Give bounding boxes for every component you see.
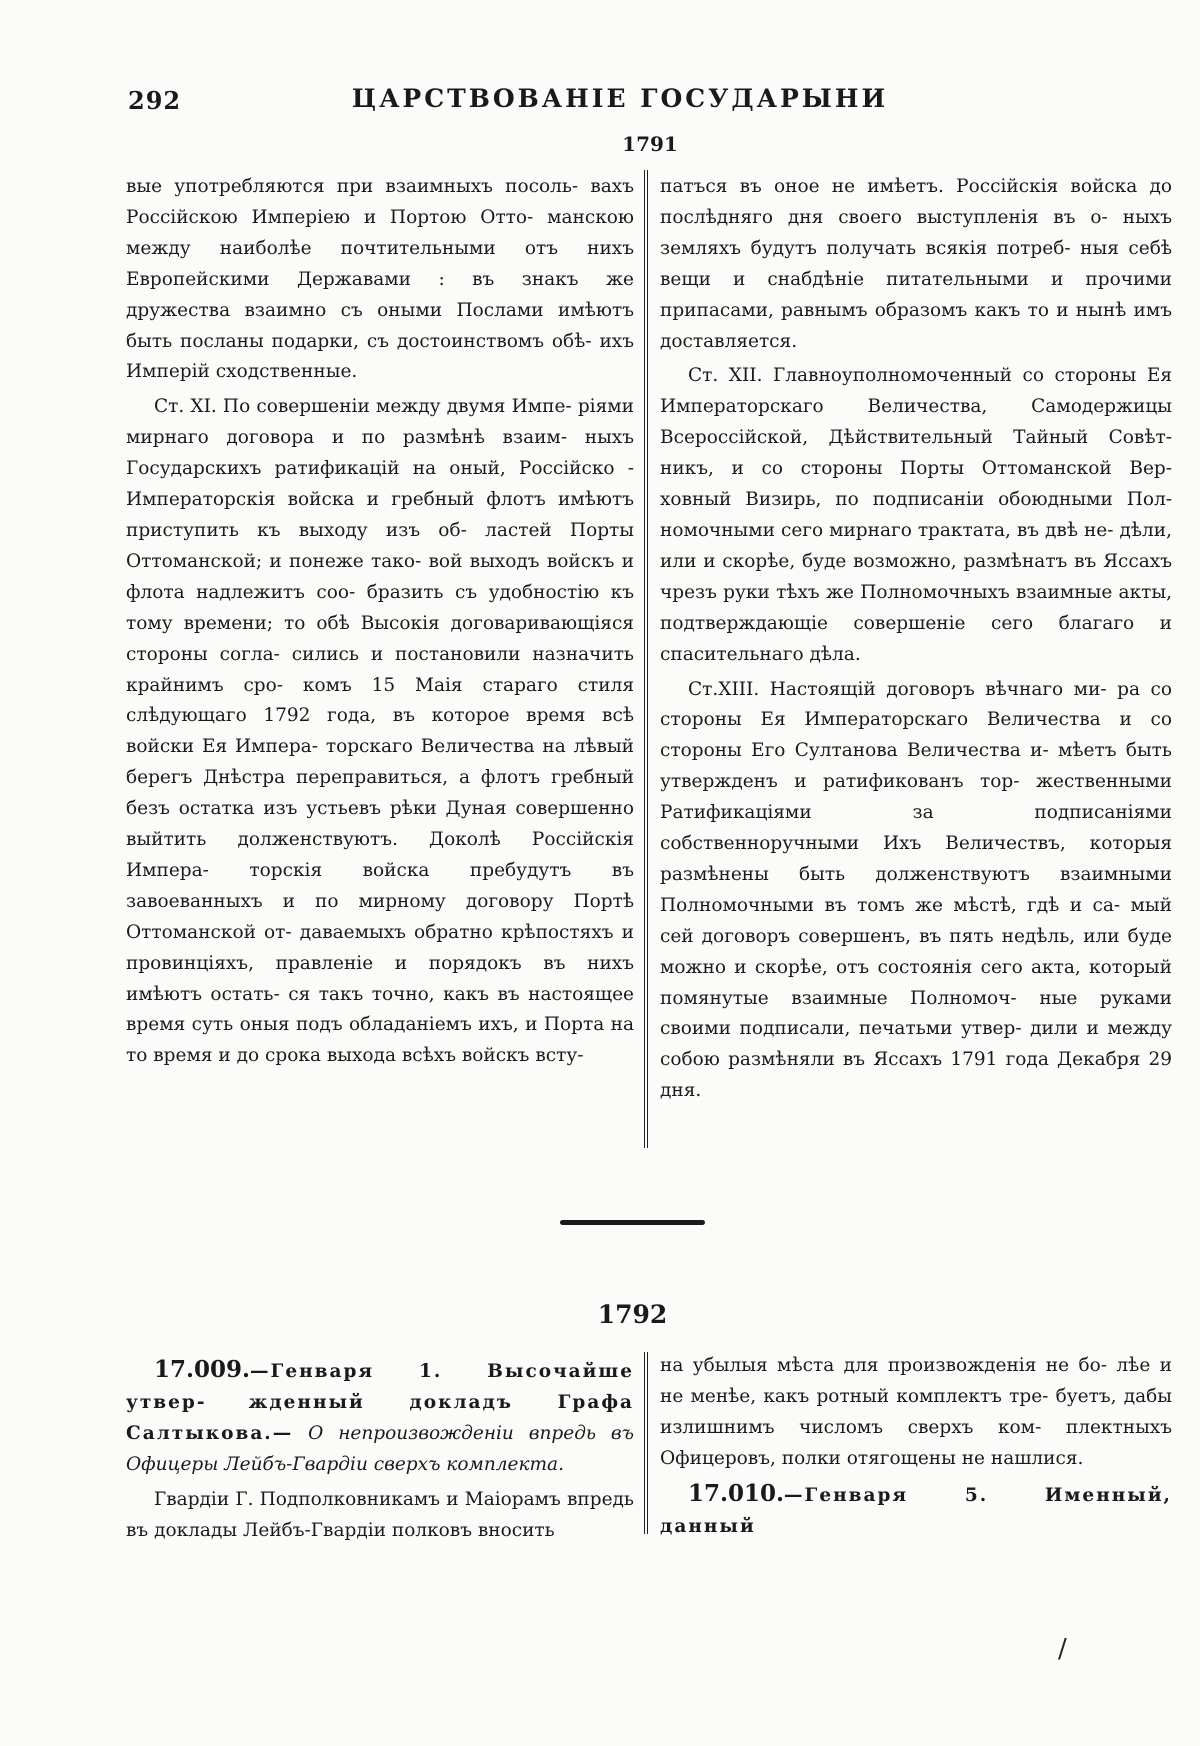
entry-17009-continuation: на убылыя мѣста для произвожденія не бо- лѣе и не менѣе, какъ ротный комплектъ тре- буетъ, дабы излишнимъ числомъ сверхъ ком- плектныхъ Офицеровъ, полки отягощены не нашлися.: [660, 1355, 1172, 1469]
article-13: Ст.XIII. Настоящій договоръ вѣчнаго ми- ра со стороны Ея Императорскаго Величества и со стороны Его Султанова Величества и- мѣетъ быть утвержденъ и ратификованъ тор- жественными Ратификаціями за подписаніями собственноручными Ихъ Величествъ, которыя размѣнены быть долженствуютъ взаимными Полномочными въ томъ же мѣстѣ, гдѣ и са- мый сей договоръ совершенъ, въ пять недѣль, или буде можно и скорѣе, отъ состоянія сего акта, который помянутые взаимные Полномоч- ные руками своими подписали, печатьми утвер- дили и между собою размѣняли въ Яссахъ 1791 года Декабря 29 дня.: [660, 678, 1173, 1102]
column-rule-bottom: [644, 1352, 648, 1534]
entry-17009-heading: 17.009.—Генваря 1. Высочайше утвер- жденный докладъ Графа Салтыкова.— О непроизвожденіи впредь въ Офицеры Лейбъ-Гвардіи сверхъ комплекта.: [126, 1356, 634, 1475]
left-column-2: [126, 1350, 634, 1546]
running-title: ЦАРСТВОВАНІЕ ГОСУДАРЫНИ: [351, 84, 889, 113]
page-number: 292: [128, 86, 182, 115]
continuation-paragraph: вые употребляются при взаимныхъ посоль- вахъ Россійскою Имперіею и Портою Отто- манскою между наиболѣе почтительными отъ нихъ Европейскими Державами : въ знакъ же дружества взаимно съ оными Послами имѣютъ быть посланы подарки, съ достоинствомъ обѣ- ихъ Имперій сходственные.: [126, 176, 635, 383]
section-divider: [560, 1220, 705, 1225]
right-column-1: [660, 172, 1172, 1107]
year-heading-1792: 1792: [597, 1300, 668, 1329]
left-column-1: [126, 172, 634, 1072]
entry-number: 17.009.: [154, 1356, 251, 1383]
entry-17010-heading: 17.010.—Генваря 5. Именный, данный: [660, 1480, 1172, 1537]
year-heading-top: 1791: [622, 132, 678, 156]
entry-number-2: 17.010.: [688, 1480, 785, 1507]
right-column-2: [660, 1350, 1172, 1542]
stray-mark: /: [1058, 1634, 1067, 1664]
entry-17009-body: Гвардіи Г. Подполковникамъ и Маіорамъ впредь въ доклады Лейбъ-Гвардіи полковъ вносить: [126, 1489, 634, 1541]
article-11: Ст. XI. По совершеніи между двумя Импе- ріями мирнаго договора и по размѣнѣ взаим- ныхъ Государскихъ ратификацій на оный, Россійско - Императорскія войска и гребный флотъ имѣютъ приступить къ выходу изъ об- ластей Порты Оттоманской; и понеже тако- вой выходъ войскъ и флота надлежитъ сoo- бразить съ удобностію къ тому времени; то обѣ Высокія договаривающіяся стороны согла- сились и постановили назначить крайнимъ сро- комъ 15 Маія стараго стиля слѣдующаго 1792 года, въ которое время всѣ войски Ея Импера- торскаго Величества на лѣвый берегъ Днѣстра переправиться, а флотъ гребный безъ остатка изъ устьевъ рѣки Дуная совершенно выйтить долженствуютъ. Доколѣ Россійскія Импера- торскія войска пребудутъ въ завоеванныхъ и по мирному договору Портѣ Оттоманской от- даваемыхъ обратно крѣпостяхъ и провинціяхъ, правленіе и порядокъ въ нихъ имѣютъ остать- ся такъ точно, какъ въ настоящее время суть оныя подъ обладаніемъ ихъ, и Порта на то время и до срока выхода всѣхъ войскъ всту-: [126, 396, 635, 1067]
column-rule-top: [644, 170, 648, 1148]
article-12: Ст. XII. Главноуполномоченный со стороны Ея Императорскаго Величества, Самодержицы Всероссійской, Дѣйствительный Тайный Совѣт- никъ, и со стороны Порты Оттоманской Вер- ховный Визирь, по подписаніи обоюдными Пол- номочными сего мирнаго трактата, въ двѣ не- дѣли, или и скорѣе, буде возможно, размѣнатъ въ Яссахъ чрезъ руки тѣхъ же Полномочныхъ взаимные акты, подтверждающіе совершеніе сего благаго и спасительнаго дѣла.: [660, 365, 1173, 665]
continuation-paragraph-right: патъся въ оное не имѣетъ. Россійскія войска до послѣдняго дня своего выступленія въ о- ныхъ земляхъ будутъ получать всякія потреб- ныя себѣ вещи и снабдѣніе питательными и прочими припасами, равнымъ образомъ какъ то и нынѣ имъ доставляется.: [660, 176, 1173, 352]
